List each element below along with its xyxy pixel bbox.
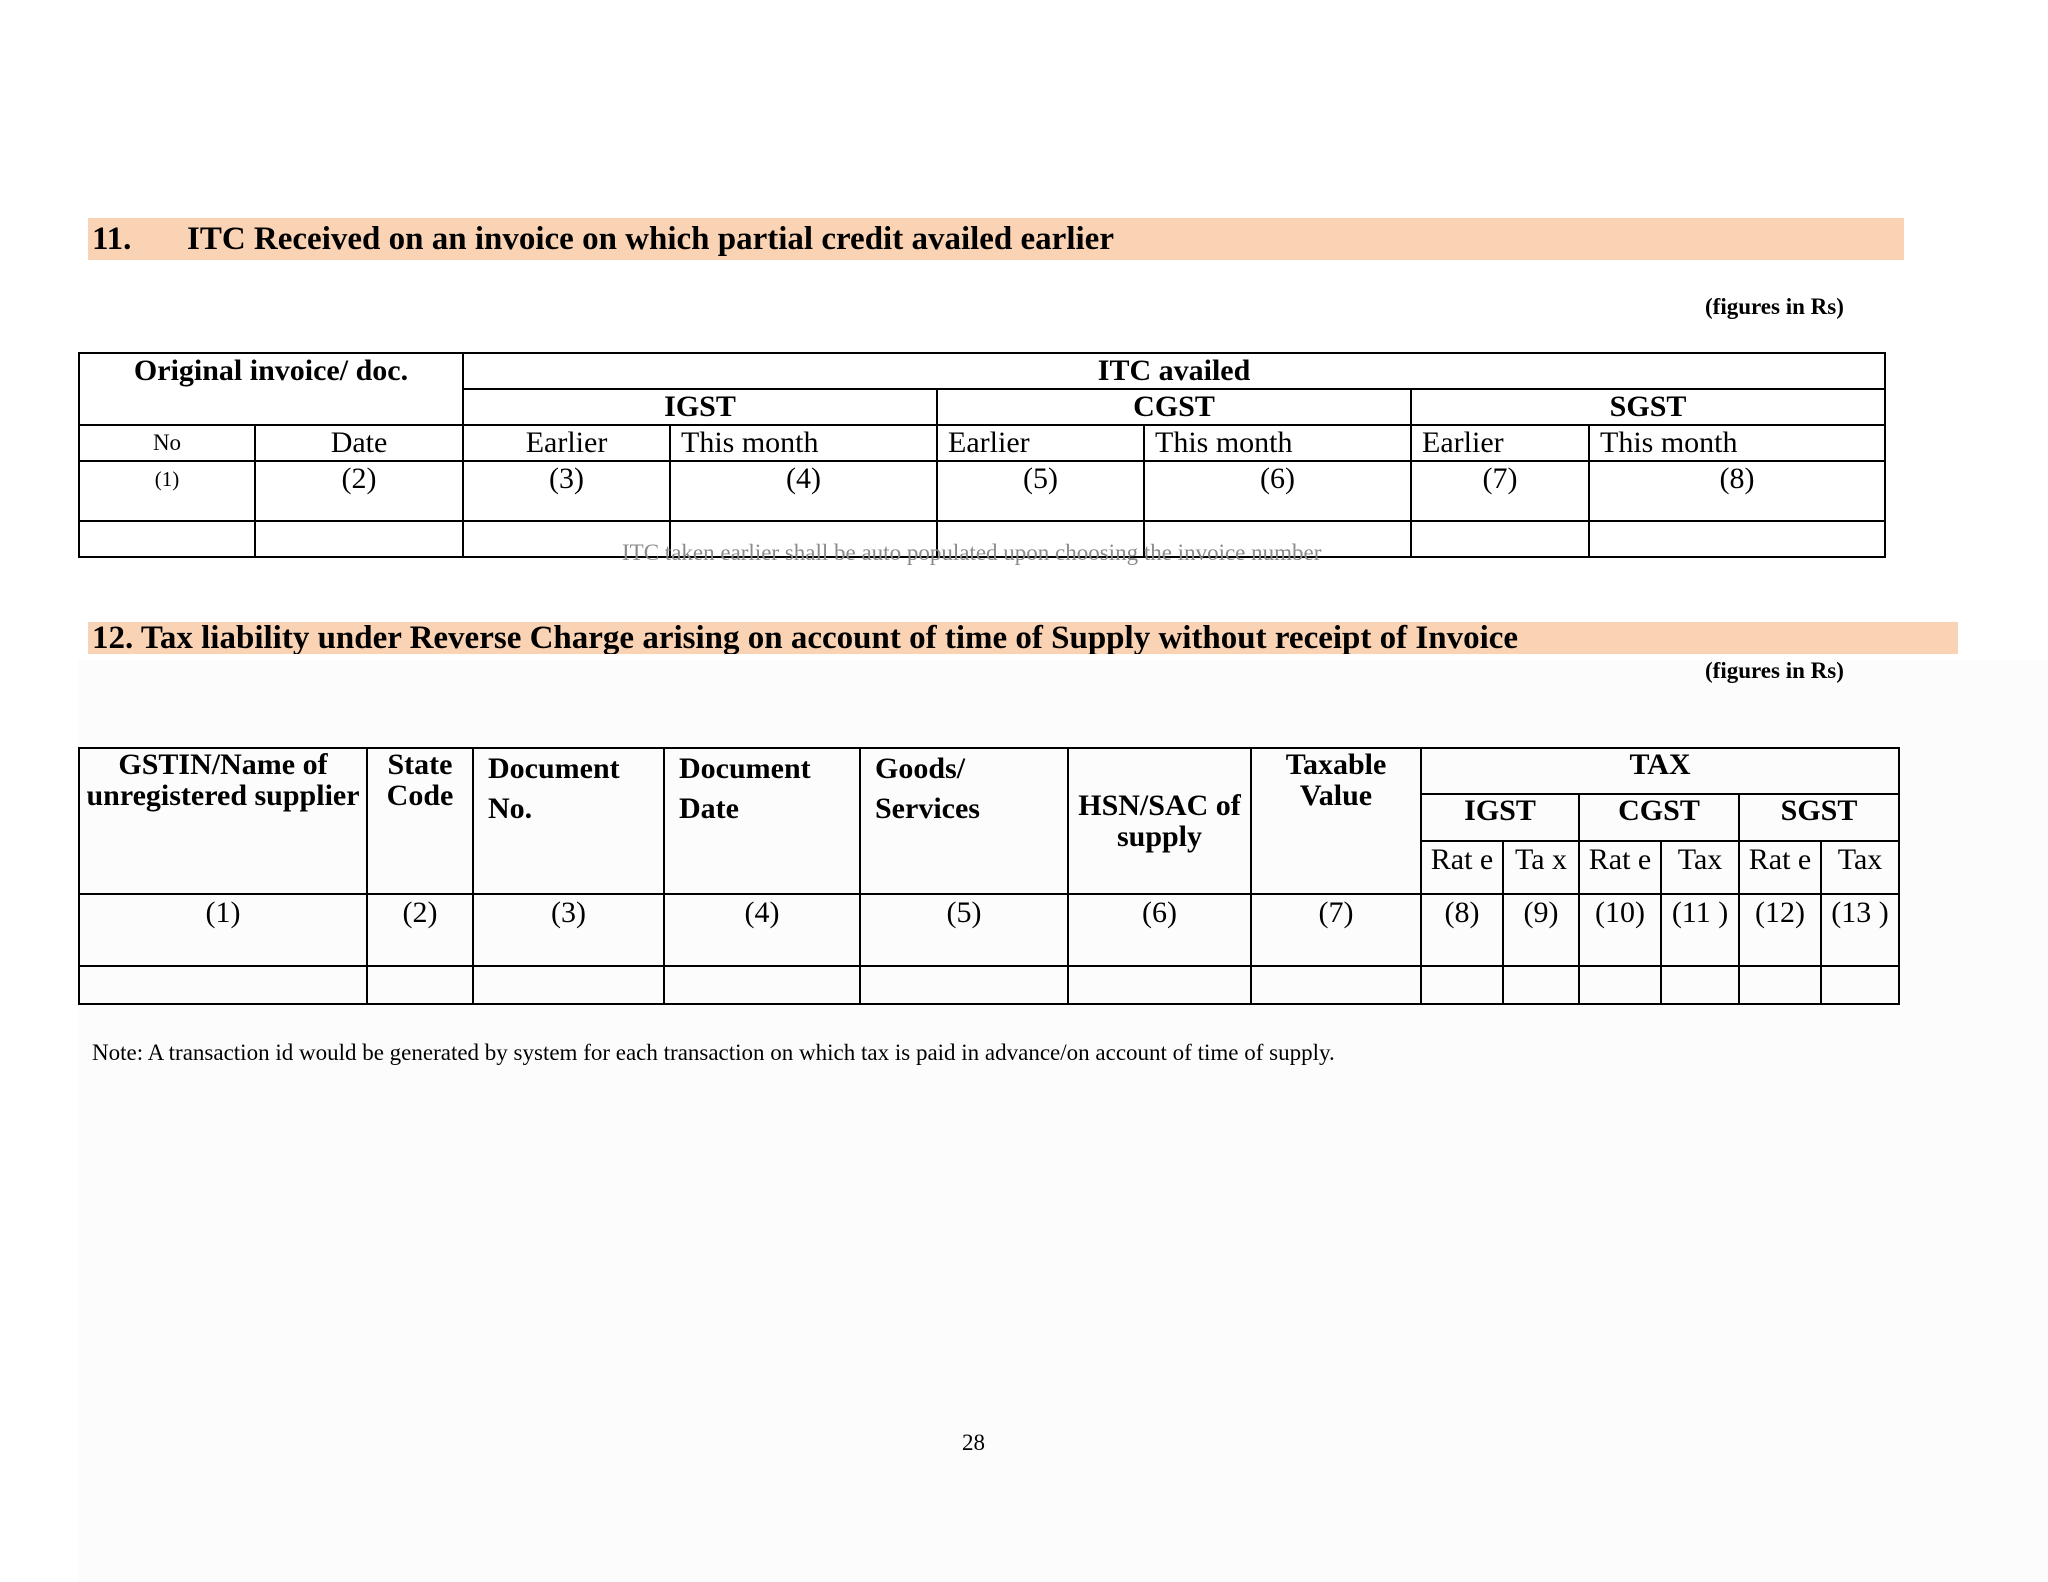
rate-header: Rat e xyxy=(1421,841,1503,894)
col-igst-earlier: Earlier xyxy=(463,425,670,461)
tax-col-header: Ta x xyxy=(1503,841,1579,894)
col-date: Date xyxy=(255,425,463,461)
sgst-header: SGST xyxy=(1739,794,1899,840)
input-cell[interactable] xyxy=(1589,521,1885,557)
col-number: (11 ) xyxy=(1661,894,1739,966)
col-number: (7) xyxy=(1251,894,1421,966)
cgst-header: CGST xyxy=(937,389,1411,425)
section-11-heading xyxy=(88,218,1904,260)
goods-services-header: Goods/ Services xyxy=(860,748,1068,894)
transaction-note: Note: A transaction id would be generated by system for each transaction on which tax is paid in advance/on account of time of supply. xyxy=(92,1040,1335,1065)
tax-header: TAX xyxy=(1421,748,1899,794)
gstin-header: GSTIN/Name of unregistered supplier xyxy=(79,748,367,894)
input-cell[interactable] xyxy=(1251,966,1421,1004)
igst-header: IGST xyxy=(463,389,937,425)
col-number: (10) xyxy=(1579,894,1661,966)
input-cell[interactable] xyxy=(1579,966,1661,1004)
input-cell[interactable] xyxy=(664,966,860,1004)
taxable-value-header: Taxable Value xyxy=(1251,748,1421,894)
page-number: 28 xyxy=(962,1430,985,1455)
col-number: (12) xyxy=(1739,894,1821,966)
input-cell[interactable] xyxy=(1411,521,1589,557)
section-11-number: 11. xyxy=(92,221,132,257)
state-code-header: State Code xyxy=(367,748,473,894)
auto-populate-note: ITC taken earlier shall be auto populated upon choosing the invoice number xyxy=(622,540,1322,565)
input-cell[interactable] xyxy=(1068,966,1251,1004)
sgst-header: SGST xyxy=(1411,389,1885,425)
input-cell[interactable] xyxy=(860,966,1068,1004)
col-number: (8) xyxy=(1589,461,1885,521)
figures-note-11: (figures in Rs) xyxy=(1705,294,1844,319)
document-date-header: Document Date xyxy=(664,748,860,894)
col-number: (5) xyxy=(937,461,1144,521)
tax-col-header: Tax xyxy=(1661,841,1739,894)
document-no-header: Document No. xyxy=(473,748,664,894)
itc-availed-header: ITC availed xyxy=(463,353,1885,389)
tax-col-header: Tax xyxy=(1821,841,1899,894)
input-cell[interactable] xyxy=(1661,966,1739,1004)
col-igst-this-month: This month xyxy=(670,425,937,461)
input-cell[interactable] xyxy=(1739,966,1821,1004)
rate-header: Rat e xyxy=(1739,841,1821,894)
col-number: (3) xyxy=(463,461,670,521)
cgst-header: CGST xyxy=(1579,794,1739,840)
hsn-sac-header: HSN/SAC of supply xyxy=(1068,748,1251,894)
section-12-heading xyxy=(88,622,1958,654)
input-cell[interactable] xyxy=(79,966,367,1004)
col-number: (4) xyxy=(664,894,860,966)
input-cell[interactable] xyxy=(255,521,463,557)
col-number: (2) xyxy=(255,461,463,521)
col-number: (6) xyxy=(1144,461,1411,521)
col-sgst-earlier: Earlier xyxy=(1411,425,1589,461)
rate-header: Rat e xyxy=(1579,841,1661,894)
input-cell[interactable] xyxy=(367,966,473,1004)
col-number: (13 ) xyxy=(1821,894,1899,966)
col-sgst-this-month: This month xyxy=(1589,425,1885,461)
input-cell[interactable] xyxy=(1503,966,1579,1004)
col-no: No xyxy=(79,425,255,461)
col-number: (1) xyxy=(79,461,255,521)
original-invoice-header: Original invoice/ doc. xyxy=(79,353,463,425)
col-cgst-earlier: Earlier xyxy=(937,425,1144,461)
col-number: (4) xyxy=(670,461,937,521)
col-number: (5) xyxy=(860,894,1068,966)
col-number: (7) xyxy=(1411,461,1589,521)
igst-header: IGST xyxy=(1421,794,1579,840)
col-number: (8) xyxy=(1421,894,1503,966)
col-number: (3) xyxy=(473,894,664,966)
itc-partial-credit-table xyxy=(78,352,1886,558)
col-number: (9) xyxy=(1503,894,1579,966)
figures-note-12: (figures in Rs) xyxy=(1705,658,1844,683)
input-cell[interactable] xyxy=(473,966,664,1004)
col-cgst-this-month: This month xyxy=(1144,425,1411,461)
input-cell[interactable] xyxy=(79,521,255,557)
col-number: (1) xyxy=(79,894,367,966)
section-11-title: ITC Received on an invoice on which partial credit availed earlier xyxy=(187,221,1114,257)
table-row xyxy=(79,966,1899,1004)
input-cell[interactable] xyxy=(1421,966,1503,1004)
section-12-title: 12. Tax liability under Reverse Charge arising on account of time of Supply without receipt of Invoice xyxy=(92,622,1519,654)
col-number: (6) xyxy=(1068,894,1251,966)
reverse-charge-table xyxy=(78,747,1900,1005)
col-number: (2) xyxy=(367,894,473,966)
input-cell[interactable] xyxy=(1821,966,1899,1004)
